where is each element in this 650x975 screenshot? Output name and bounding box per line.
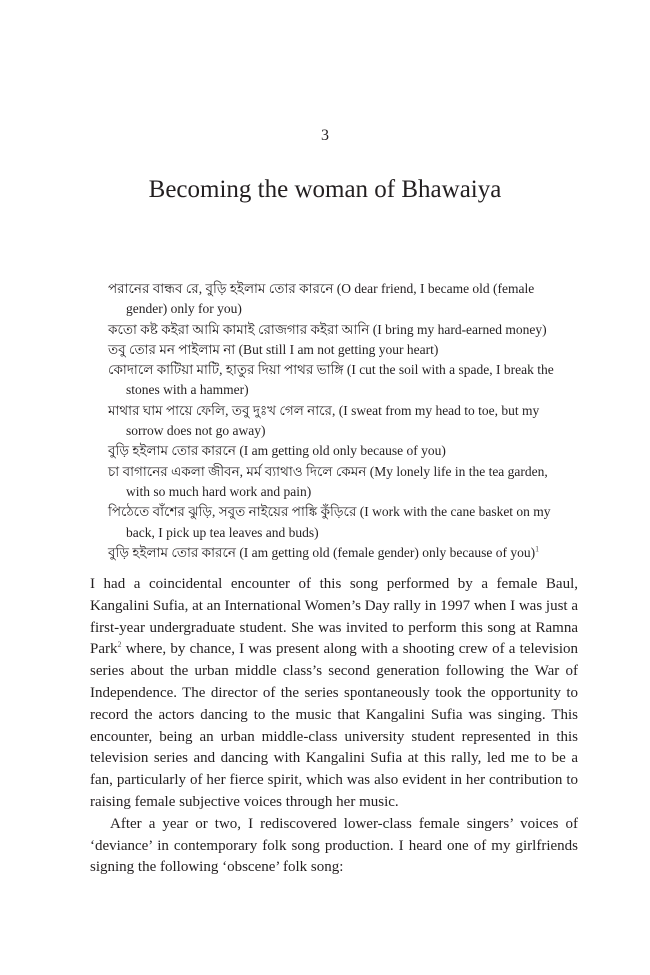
- epigraph-line-text: কতো কষ্ট কইরা আমি কামাই রোজগার কইরা আনি (I bring my hard-earned money): [108, 321, 547, 337]
- song-epigraph: [108, 279, 572, 563]
- epigraph-line: [108, 441, 572, 461]
- epigraph-line: [108, 462, 572, 503]
- epigraph-line: [108, 401, 572, 442]
- chapter-title: Becoming the woman of Bhawaiya: [148, 176, 502, 203]
- epigraph-line: [108, 340, 572, 360]
- epigraph-line: [108, 279, 572, 320]
- paragraph-2: After a year or two, I rediscovered lower-class female singers’ voices of ‘deviance’ in contemporary folk song production. I heard one of my girlfriends signing the following ‘obscene’ folk song:: [90, 815, 578, 876]
- paragraph-1-text-b: where, by chance, I was present along with a shooting crew of a television series about the urban middle class’s second generation following the War of Independence. The director of the series spontaneously took the opportunity to record the actors dancing to the music that Kangalini Sufia was singing. This encounter, being an urban middle-class university student represented in this television series and dancing with Kangalini Sufia at this rally, led me to be a fan, particularly of her fierce spirit, which was also evident in her contribution to raising female subjective voices through her music.: [90, 641, 578, 810]
- epigraph-line: [108, 502, 572, 543]
- epigraph-line: [108, 360, 572, 401]
- chapter-number: 3: [321, 127, 329, 144]
- epigraph-line-text: চা বাগানের একলা জীবন, মর্ম ব্যাথাও দিলে কেমন (My lonely life in the tea garden, with so much hard work and pain): [108, 463, 548, 499]
- epigraph-line-text: পিঠেতে বাঁশের ঝুড়ি, সবুত নাইয়ের পাঙ্কি কুঁড়িরে (I work with the cane basket on my back, I pick up tea leaves and buds): [108, 504, 551, 540]
- epigraph-line: [108, 320, 572, 340]
- epigraph-line-text: কোদালে কাটিয়া মাটি, হাতুর দিয়া পাথর ভাঙ্গি (I cut the soil with a spade, I break the stones with a hammer): [108, 362, 554, 398]
- epigraph-line-text: তবু তোর মন পাইলাম না (But still I am not getting your heart): [108, 341, 439, 357]
- epigraph-line-text: বুড়ি হইলাম তোর কারনে (I am getting old only because of you): [108, 443, 446, 459]
- footnote-ref-2[interactable]: 2: [117, 640, 122, 650]
- epigraph-line: [108, 543, 572, 563]
- epigraph-line-text: পরানের বান্ধব রে, বুড়ি হইলাম তোর কারনে (O dear friend, I became old (female gender) only for you): [108, 281, 535, 317]
- body-text: [90, 574, 578, 879]
- epigraph-line-text: বুড়ি হইলাম তোর কারনে (I am getting old (female gender) only because of you): [108, 544, 536, 560]
- footnote-ref-1[interactable]: 1: [535, 544, 540, 554]
- paragraph-1-text-a: I had a coincidental encounter of this song performed by a female Baul, Kangalini Sufia, at an International Women’s Day rally in 1997 when I was just a first-year undergraduate student. She was invited to perform this song at Ramna Park: [90, 576, 578, 658]
- paragraph-1: [90, 574, 578, 814]
- epigraph-line-text: মাথার ঘাম পায়ে ফেলি, তবু দুঃখ গেল নারে, (I sweat from my head to toe, but my sorrow does not go away): [108, 402, 540, 439]
